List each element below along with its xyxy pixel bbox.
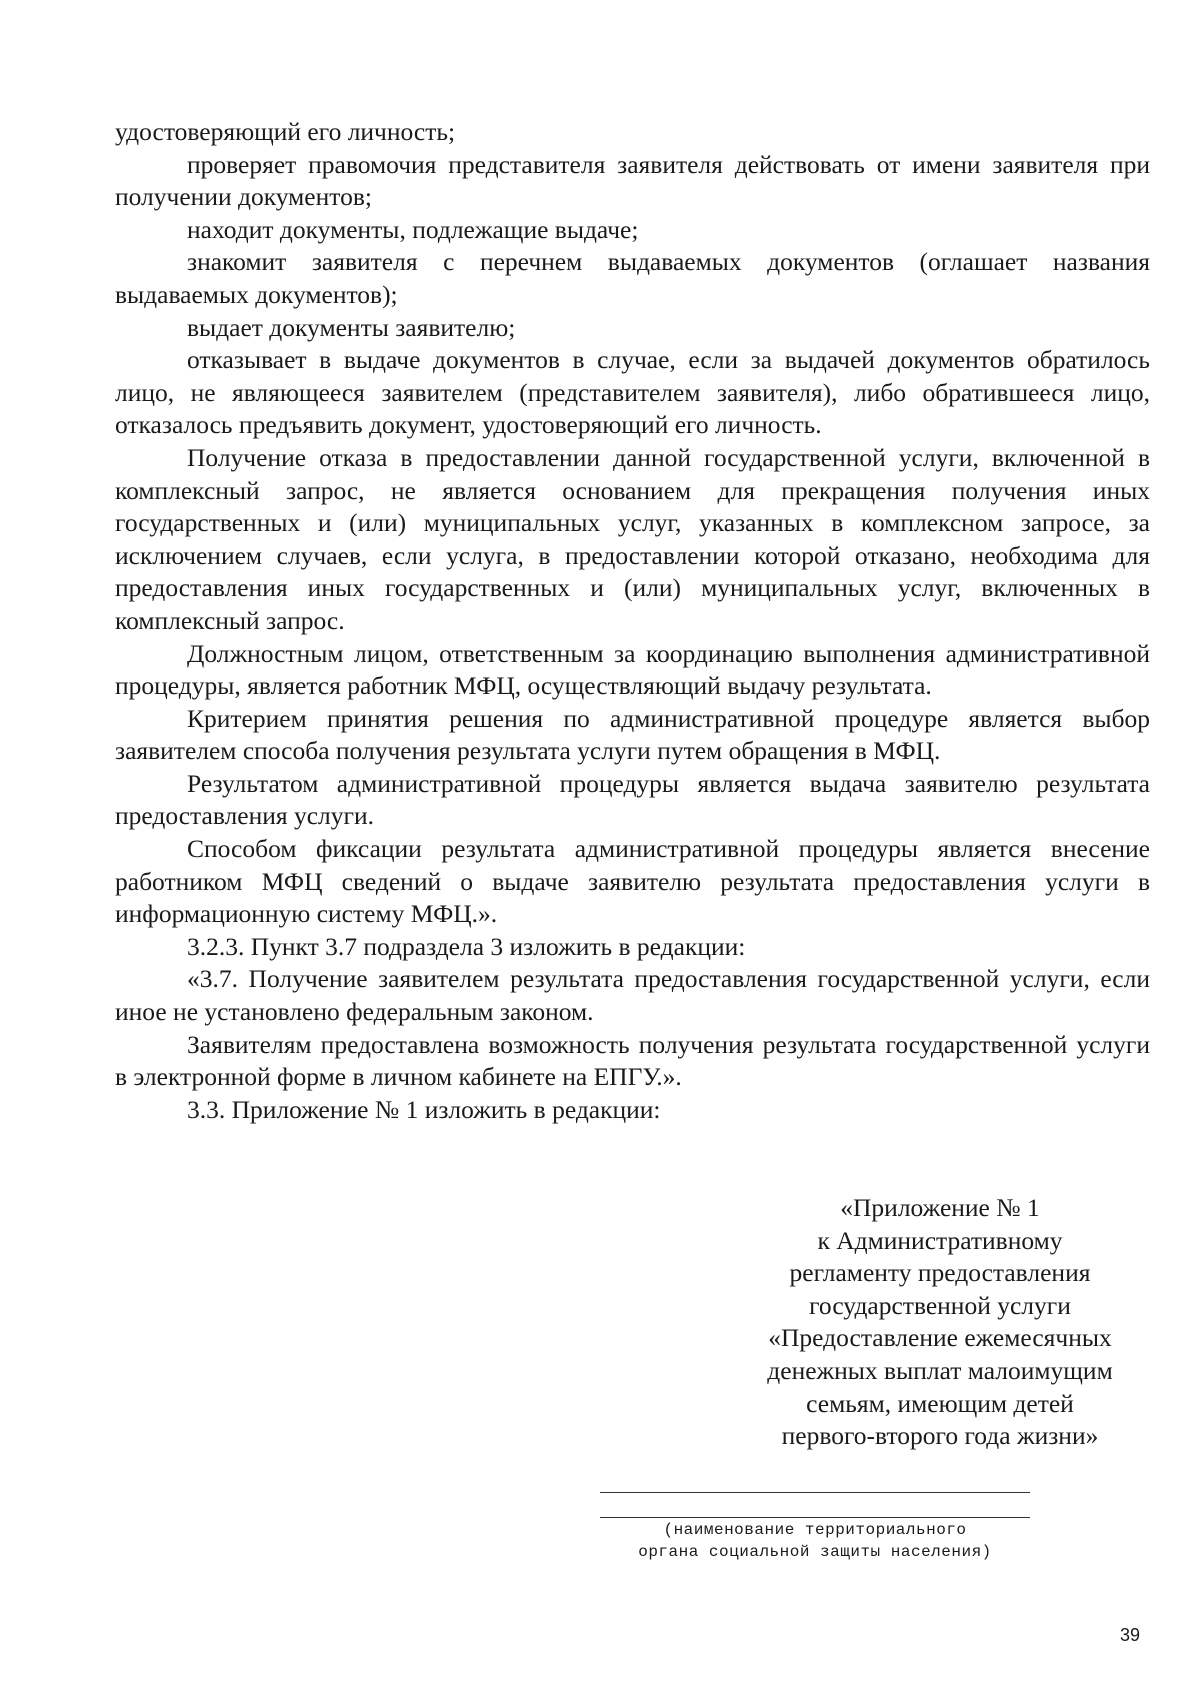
paragraph-13: «3.7. Получение заявителем результата предоставления государственной услуги, если иное не установлено федеральным законом. (115, 964, 1150, 1027)
fill-line (600, 1492, 1030, 1493)
paragraph-7: Получение отказа в предоставлении данной государственной услуги, включенной в комплексный запрос, не является основанием для прекращения получения иных государственных и (или) муниципальных услуг, указанных в комплексном запросе, за исключением случаев, если услуга, в предоставлении которой отказано, необходима для предоставления иных государственных и (или) муниципальных услуг, включенных в комплексный запрос. (115, 442, 1150, 635)
paragraph-6: отказывает в выдаче документов в случае, если за выдачей документов обратилось лицо, не являющееся заявителем (представителем заявителя), либо обратившееся лицо, отказалось предъявить документ, удостоверяющий его личность. (115, 345, 1150, 440)
paragraph-2: проверяет правомочия представителя заявителя действовать от имени заявителя при получении документов; (115, 149, 1150, 212)
paragraph-4: знакомит заявителя с перечнем выдаваемых документов (оглашает названия выдаваемых документов); (115, 247, 1150, 309)
paragraph-10: Результатом административной процедуры является выдача заявителю результата предоставления услуги. (115, 768, 1150, 831)
appendix-line: регламенту предоставления (789, 1258, 1091, 1288)
paragraph-5: выдает документы заявителю; (187, 312, 516, 342)
paragraph-3: находит документы, подлежащие выдаче; (187, 214, 639, 244)
appendix-line: семьям, имеющим детей (806, 1388, 1074, 1418)
appendix-line: «Приложение № 1 (840, 1193, 1040, 1222)
appendix-line: денежных выплат малоимущим (767, 1355, 1113, 1385)
appendix-line: «Предоставление ежемесячных (768, 1323, 1112, 1353)
appendix-heading (730, 1192, 1150, 1453)
body-text (115, 116, 1150, 1126)
paragraph-15: 3.3. Приложение № 1 изложить в редакции: (187, 1094, 661, 1124)
field-caption-line: (наименование территориального (663, 1521, 967, 1539)
page-number: 39 (1119, 1625, 1140, 1645)
paragraph-12: 3.2.3. Пункт 3.7 подраздела 3 изложить в редакции: (187, 931, 746, 961)
paragraph-1: удостоверяющий его личность; (115, 117, 456, 146)
appendix-line: первого-второго года жизни» (781, 1421, 1099, 1451)
paragraph-9: Критерием принятия решения по административной процедуре является выбор заявителем способа получения результата услуги путем обращения в МФЦ. (115, 703, 1150, 766)
fill-line (600, 1517, 1030, 1518)
authority-name-field (600, 1492, 1030, 1562)
appendix-line: государственной услуги (809, 1290, 1071, 1320)
appendix-line: к Административному (817, 1225, 1063, 1255)
field-caption-line: органа социальной защиты населения) (638, 1543, 992, 1561)
paragraph-8: Должностным лицом, ответственным за координацию выполнения административной процедуры, является работник МФЦ, осуществляющий выдачу результата. (115, 638, 1150, 701)
paragraph-14: Заявителям предоставлена возможность получения результата государственной услуги в электронной форме в личном кабинете на ЕПГУ.». (115, 1029, 1150, 1092)
paragraph-11: Способом фиксации результата административной процедуры является внесение работником МФЦ сведений о выдаче заявителю результата предоставления услуги в информационную систему МФЦ.». (115, 834, 1150, 929)
